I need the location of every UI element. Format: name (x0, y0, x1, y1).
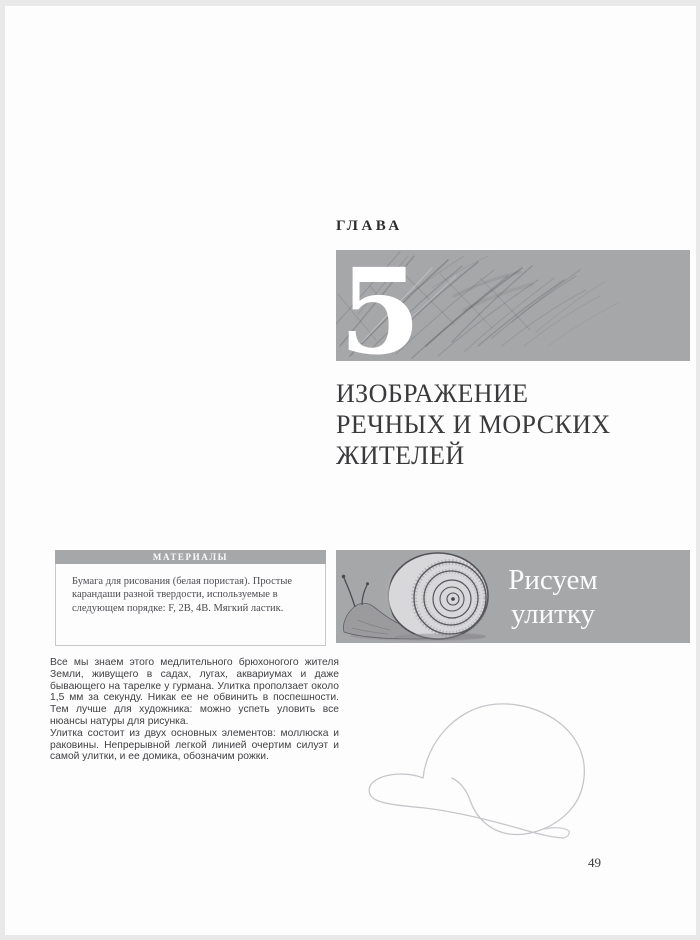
page (5, 6, 696, 935)
materials-text: Бумага для рисования (белая пористая). Простые карандаши разной твердости, используемые в следующем порядке: F, 2B, 4B. Мягкий ластик. (55, 564, 326, 646)
snail-outline-sketch-icon (363, 698, 595, 848)
chapter-label: ГЛАВА (336, 218, 403, 234)
body-text (50, 657, 339, 763)
chapter-title-line: РЕЧНЫХ И МОРСКИХ (336, 410, 611, 439)
materials-box (55, 550, 326, 646)
chapter-banner (336, 242, 690, 381)
lesson-title-line: улитку (510, 598, 596, 630)
page-number: 49 (588, 855, 601, 870)
materials-header: МАТЕРИАЛЫ (55, 550, 326, 564)
paragraph: Все мы знаем этого медлительного брюхоногого жителя Земли, живущего в садах, лугах, аквариумах и даже бывающего на тарелке у гурмана. Улитка проползает около 1,5 мм за секунду. Никак ее не обвинить в поспешности. Тем лучше для художника: можно успеть уловить все нюансы натуры для рисунка. (50, 657, 339, 727)
chapter-title-line: ИЗОБРАЖЕНИЕ (336, 379, 529, 408)
paragraph: Улитка состоит из двух основных элементов: моллюска и раковины. Непрерывной легкой линией очертим силуэт и самой улитки, и ее домика, обозначим рожки. (50, 727, 339, 763)
lesson-title (448, 563, 658, 631)
chapter-number: 5 (339, 242, 422, 381)
chapter-title (336, 378, 696, 471)
lesson-banner (336, 550, 690, 643)
lesson-title-line: Рисуем (508, 564, 598, 596)
snail-outline-sketch (363, 698, 595, 848)
chapter-title-line: ЖИТЕЛЕЙ (336, 441, 465, 470)
